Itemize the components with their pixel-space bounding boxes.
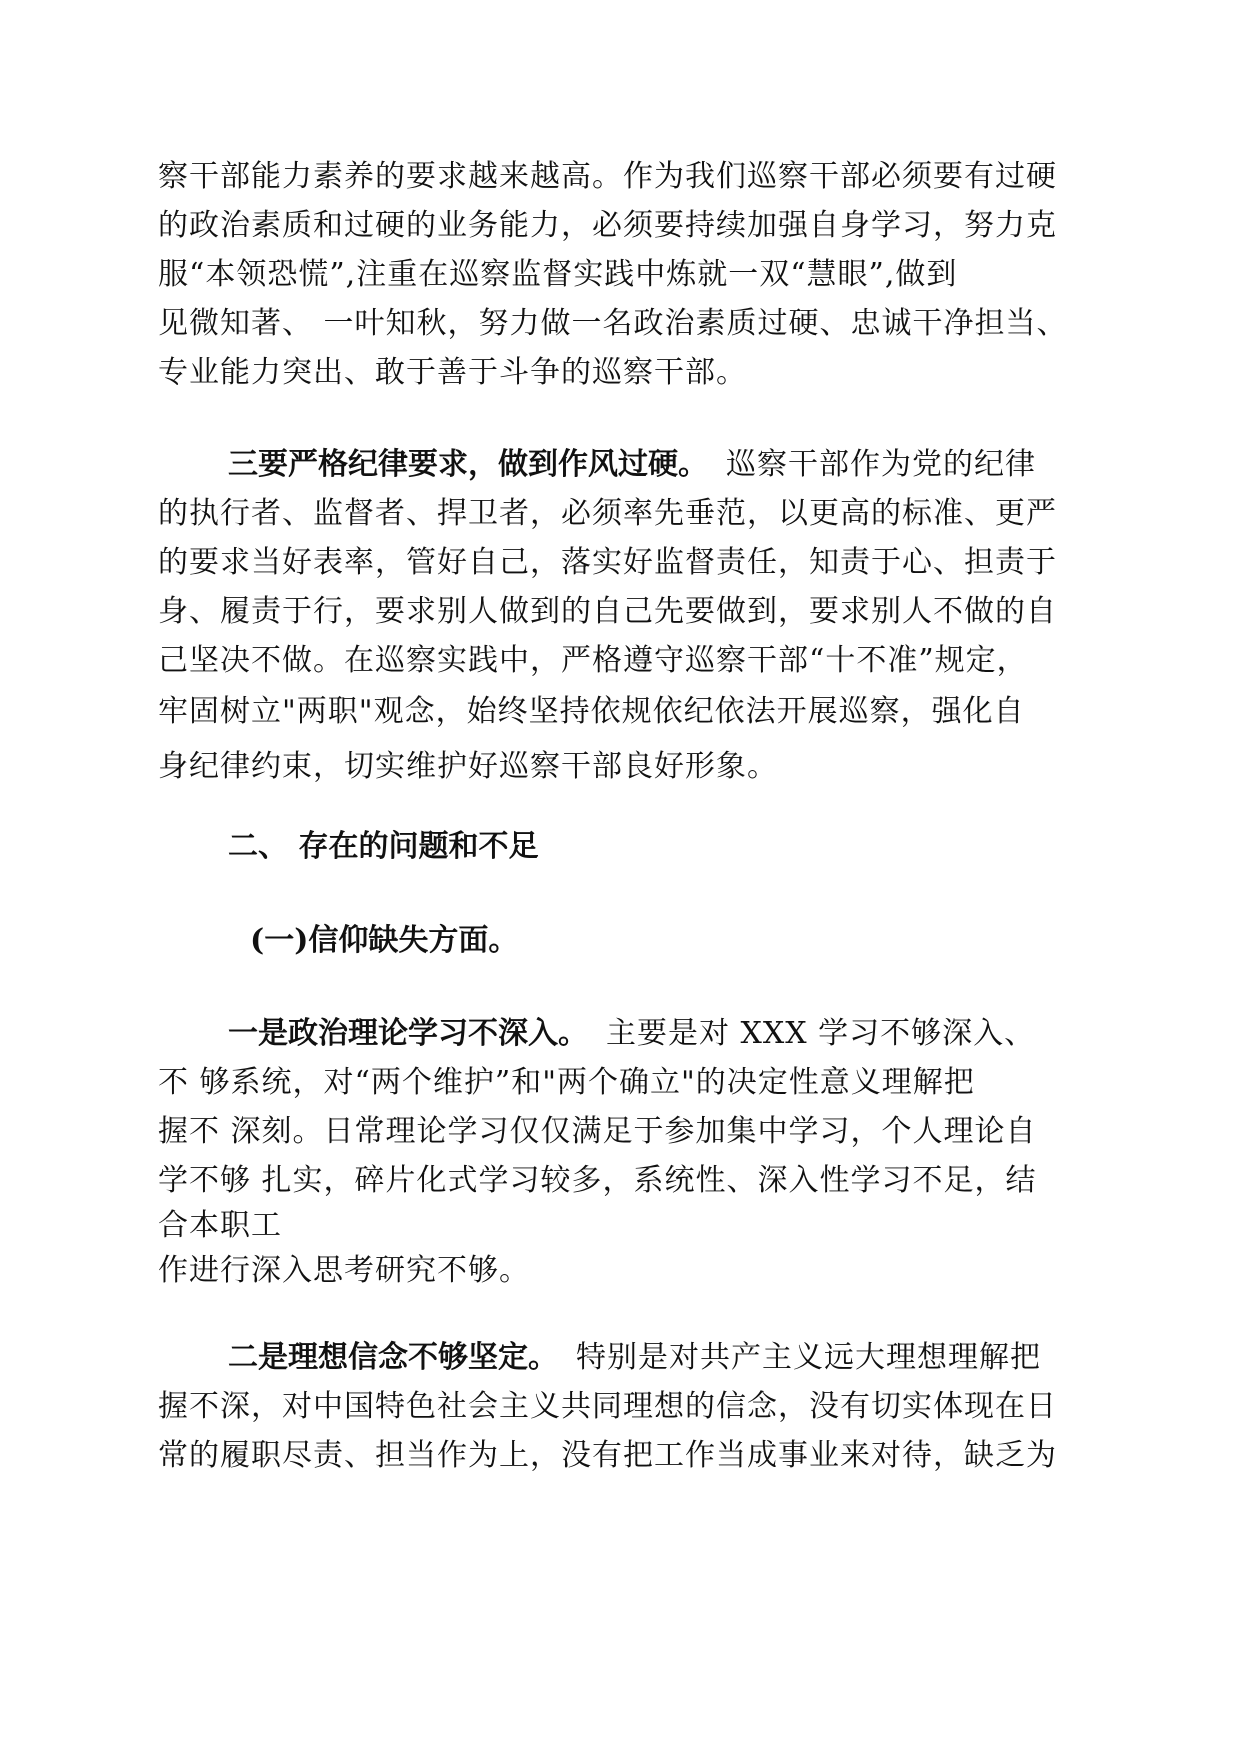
text-line: 常的履职尽责、担当作为上，没有把工作当成事业来对待，缺乏为	[158, 1438, 1057, 1473]
paragraph-1	[158, 152, 1088, 397]
paragraph-3	[158, 1009, 1088, 1295]
paragraph-heading: 一是政治理论学习不深入。	[228, 1016, 588, 1051]
text-line: 己坚决不做。在巡察实践中，严格遵守巡察干部“十不准”规定，	[158, 643, 1028, 678]
paragraph-heading: 二是理想信念不够坚定。	[228, 1340, 558, 1375]
text-line	[158, 1009, 1088, 1058]
text-line: 作进行深入思考研究不够。	[158, 1253, 530, 1288]
text-line	[158, 440, 1088, 489]
text-line: 学不够 扎实，碎片化式学习较多，系统性、深入性学习不足，结	[158, 1163, 1037, 1198]
text-line: 身、履责于行，要求别人做到的自己先要做到，要求别人不做的自	[158, 594, 1057, 629]
text-line: 握不深，对中国特色社会主义共同理想的信念，没有切实体现在日	[158, 1389, 1057, 1424]
text-run: 主要是对 XXX 学习不够深入、	[606, 1016, 1036, 1051]
text-line: 服“本领恐慌”,注重在巡察监督实践中炼就一双“慧眼”,做到	[158, 257, 958, 292]
text-run: 特别是对共产主义远大理想理解把	[576, 1340, 1041, 1375]
text-line	[158, 1333, 1088, 1382]
text-line: 牢固树立"两职"观念，始终坚持依规依纪依法开展巡察，强化自	[158, 694, 1025, 729]
text-line: 的执行者、监督者、捍卫者，必须率先垂范，以更高的标准、更严	[158, 496, 1057, 531]
section-heading: 二、 存在的问题和不足	[228, 829, 539, 864]
paragraph-heading: 三要严格纪律要求，做到作风过硬。	[228, 447, 708, 482]
text-line: 的要求当好表率，管好自己，落实好监督责任，知责于心、担责于	[158, 545, 1057, 580]
text-run: 巡察干部作为党的纪律	[726, 447, 1036, 482]
text-line: 的政治素质和过硬的业务能力，必须要持续加强自身学习，努力克	[158, 208, 1057, 243]
text-line: 察干部能力素养的要求越来越高。作为我们巡察干部必须要有过硬	[158, 159, 1057, 194]
text-line: 握不 深刻。日常理论学习仅仅满足于参加集中学习，个人理论自	[158, 1114, 1037, 1149]
paragraph-2	[158, 440, 1088, 791]
text-line: 身纪律约束，切实维护好巡察干部良好形象。	[158, 749, 778, 784]
text-line: 见微知著、 一叶知秋，努力做一名政治素质过硬、忠诚干净担当、	[158, 306, 1068, 341]
text-line: 合本职工	[158, 1208, 282, 1243]
paragraph-4	[158, 1333, 1088, 1480]
text-line: 不 够系统，对“两个维护”和"两个确立"的决定性意义理解把	[158, 1065, 975, 1100]
subsection-heading: (一)信仰缺失方面。	[250, 923, 519, 958]
text-line: 专业能力突出、敢于善于斗争的巡察干部。	[158, 355, 747, 390]
